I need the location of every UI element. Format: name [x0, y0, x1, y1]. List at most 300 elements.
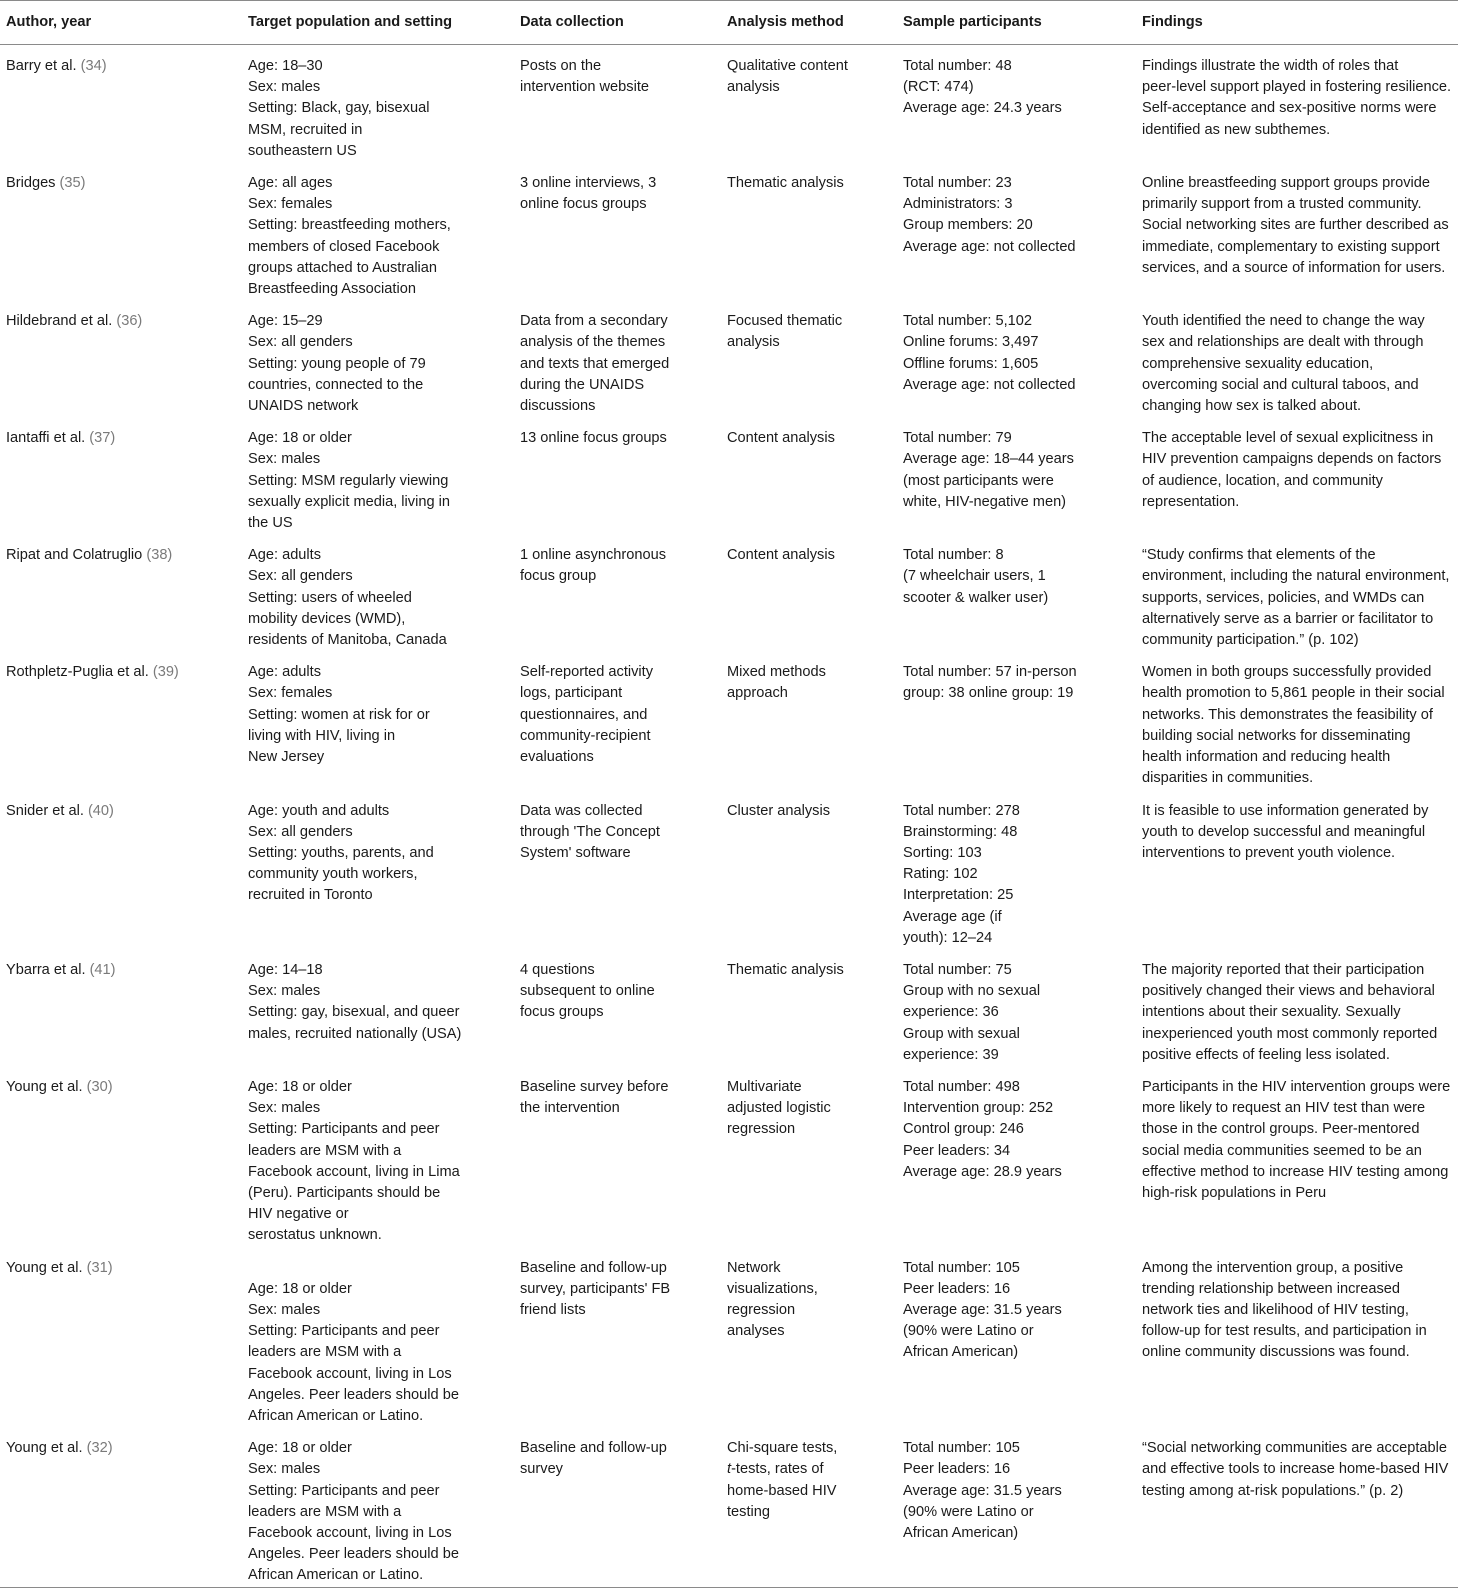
cell-sample-participants	[897, 1247, 1136, 1428]
cell-line: community-recipient	[520, 727, 651, 744]
cell-line: Multivariate	[727, 1078, 802, 1095]
cell-line: Online breastfeeding support groups provide	[1142, 175, 1431, 192]
cell-line: Cluster analysis	[727, 802, 831, 819]
cell-line: primarily support from a trusted community.	[1142, 196, 1422, 213]
cell-line: white, HIV-negative men)	[903, 493, 1067, 510]
cell-line: online community discussions was found.	[1142, 1344, 1410, 1361]
author-name: Ybarra et al.	[6, 961, 90, 978]
author-name: Barry et al.	[6, 58, 81, 74]
cell-findings	[1136, 45, 1458, 163]
cell-line: Facebook account, living in Los	[248, 1525, 452, 1541]
cell-line: logs, participant	[520, 685, 623, 702]
cell-line: “Study confirms that elements of the	[1142, 547, 1376, 564]
cell-line: health information and reducing health	[1142, 749, 1391, 766]
cell-line: The acceptable level of sexual explicitness in	[1142, 430, 1434, 447]
cell-population	[242, 1066, 514, 1247]
cell-line: more likely to request an HIV test than were	[1142, 1100, 1426, 1117]
cell-line: Sex: males	[248, 1461, 321, 1478]
cell-line: Age: all ages	[248, 175, 333, 192]
cell-population	[242, 1427, 514, 1587]
cell-line: HIV negative or	[248, 1206, 349, 1223]
cell-line: during the UNAIDS	[520, 376, 645, 393]
cell-line: Sex: females	[248, 685, 333, 702]
cell-line: Sex: males	[248, 79, 321, 96]
cell-data-collection	[514, 162, 721, 300]
cell-line: Total number: 23	[903, 175, 1012, 192]
cell-line: Average age: 31.5 years	[903, 1482, 1062, 1499]
cell-line: Self-acceptance and sex-positive norms were	[1142, 100, 1437, 117]
cell-line: building social networks for disseminating	[1142, 727, 1411, 744]
cell-line: 1 online asynchronous	[520, 547, 667, 564]
author-name: Iantaffi et al.	[6, 430, 90, 447]
cell-line: Total number: 278	[903, 802, 1020, 819]
cell-author-year	[0, 300, 242, 417]
cell-line: mobility devices (WMD),	[248, 610, 406, 627]
cell-line: (90% were Latino or	[903, 1323, 1034, 1340]
reference-link[interactable]: (31)	[86, 1259, 113, 1276]
cell-line: Average age: 18–44 years	[903, 451, 1074, 468]
cell-line: Setting: gay, bisexual, and queer	[248, 1004, 460, 1021]
cell-population	[242, 1247, 514, 1428]
cell-line: experience: 36	[903, 1004, 999, 1021]
cell-author-year	[0, 651, 242, 789]
cell-line: overcoming social and cultural taboos, and	[1142, 376, 1419, 393]
cell-line: Average age: not collected	[903, 376, 1076, 393]
cell-line: Age: 18 or older	[248, 1280, 352, 1297]
table-row	[0, 1247, 1458, 1428]
cell-line: Age: 15–29	[248, 313, 323, 330]
cell-line: inexperienced youth most commonly reported	[1142, 1025, 1438, 1042]
cell-line: It is feasible to use information generated by	[1142, 802, 1429, 819]
cell-line: focus groups	[520, 1004, 604, 1021]
cell-data-collection	[514, 790, 721, 949]
cell-line: Posts on the	[520, 58, 602, 74]
cell-line: Sex: all genders	[248, 334, 353, 351]
cell-population	[242, 162, 514, 300]
cell-line: (Peru). Participants should be	[248, 1184, 441, 1201]
cell-line: community participation.” (p. 102)	[1142, 632, 1359, 649]
cell-sample-participants	[897, 45, 1136, 163]
header-author-year: Author, year	[0, 1, 242, 45]
cell-line: Breastfeeding Association	[248, 281, 416, 298]
reference-link[interactable]: (41)	[89, 961, 116, 978]
cell-population	[242, 651, 514, 789]
cell-line: testing among at-risk populations.” (p. 2)	[1142, 1482, 1404, 1499]
cell-line: Age: 18 or older	[248, 1078, 352, 1095]
cell-sample-participants	[897, 949, 1136, 1066]
cell-line: t-tests, rates of	[727, 1461, 824, 1478]
cell-line: and texts that emerged	[520, 355, 670, 372]
cell-line: of audience, location, and community	[1142, 472, 1383, 489]
cell-line: evaluations	[520, 749, 594, 766]
table-row	[0, 949, 1458, 1066]
cell-line: members of closed Facebook	[248, 238, 440, 255]
cell-line: African American or Latino.	[248, 1407, 424, 1424]
cell-line: scooter & walker user)	[903, 589, 1049, 606]
cell-data-collection	[514, 1427, 721, 1587]
cell-line: through 'The Concept	[520, 823, 660, 840]
cell-line: Content analysis	[727, 430, 835, 447]
cell-line: positive effects of feeling less isolated.	[1142, 1046, 1390, 1063]
cell-line: high-risk populations in Peru	[1142, 1184, 1327, 1201]
cell-line: Average age: not collected	[903, 238, 1076, 255]
cell-line: online focus groups	[520, 196, 647, 213]
cell-data-collection	[514, 300, 721, 417]
cell-line: networks. This demonstrates the feasibility of	[1142, 706, 1433, 723]
cell-author-year	[0, 162, 242, 300]
cell-line: Age: 18 or older	[248, 430, 352, 447]
cell-line: Setting: young people of 79	[248, 355, 426, 372]
cell-population	[242, 534, 514, 651]
cell-line: youth to develop successful and meaningful	[1142, 823, 1426, 840]
cell-line: Control group: 246	[903, 1121, 1024, 1138]
cell-data-collection	[514, 534, 721, 651]
cell-line: positively changed their views and behavioral	[1142, 983, 1435, 1000]
cell-author-year	[0, 417, 242, 534]
author-name: Young et al.	[6, 1259, 87, 1276]
cell-findings	[1136, 300, 1458, 417]
cell-line: Age: adults	[248, 547, 322, 564]
cell-line: Average age: 24.3 years	[903, 100, 1062, 117]
cell-analysis-method	[721, 162, 897, 300]
cell-line: residents of Manitoba, Canada	[248, 632, 447, 649]
cell-line: Angeles. Peer leaders should be	[248, 1546, 459, 1563]
cell-findings	[1136, 417, 1458, 534]
cell-analysis-method	[721, 790, 897, 949]
cell-line: Setting: Participants and peer	[248, 1323, 440, 1340]
cell-line: follow-up for test results, and participation in	[1142, 1323, 1427, 1340]
cell-author-year	[0, 1427, 242, 1587]
cell-line: Rating: 102	[903, 866, 978, 883]
cell-population	[242, 300, 514, 417]
cell-line: Among the intervention group, a positive	[1142, 1259, 1404, 1276]
cell-data-collection	[514, 1066, 721, 1247]
header-target-population: Target population and setting	[242, 1, 514, 45]
cell-line: Sex: all genders	[248, 823, 353, 840]
cell-line	[248, 1258, 514, 1279]
table-row	[0, 417, 1458, 534]
cell-line: those in the control groups. Peer-mentored	[1142, 1121, 1420, 1138]
table-row	[0, 162, 1458, 300]
cell-line: New Jersey	[248, 749, 325, 766]
cell-line: Baseline and follow-up	[520, 1440, 667, 1457]
cell-line: comprehensive sexuality education,	[1142, 355, 1374, 372]
cell-analysis-method	[721, 949, 897, 1066]
cell-line: regression	[727, 1301, 796, 1318]
cell-findings	[1136, 534, 1458, 651]
cell-line: Sorting: 103	[903, 844, 982, 861]
cell-findings	[1136, 1066, 1458, 1247]
cell-line: Group with sexual	[903, 1025, 1020, 1042]
cell-author-year	[0, 534, 242, 651]
cell-line: Total number: 105	[903, 1440, 1020, 1457]
cell-line: Total number: 48	[903, 58, 1012, 74]
cell-line: Intervention group: 252	[903, 1100, 1054, 1117]
table-row	[0, 300, 1458, 417]
cell-line: Youth identified the need to change the way	[1142, 313, 1425, 330]
cell-line: Group with no sexual	[903, 983, 1041, 1000]
cell-line: Network	[727, 1259, 781, 1276]
cell-line: recruited in Toronto	[248, 887, 373, 904]
cell-line: network ties and likelihood of HIV testing,	[1142, 1301, 1409, 1318]
cell-line: Facebook account, living in Lima	[248, 1163, 460, 1180]
cell-line: Qualitative content	[727, 58, 848, 74]
cell-line: Total number: 498	[903, 1078, 1020, 1095]
table-row	[0, 1427, 1458, 1587]
cell-line: interventions to prevent youth violence.	[1142, 844, 1396, 861]
cell-line: serostatus unknown.	[248, 1227, 382, 1244]
cell-analysis-method	[721, 1066, 897, 1247]
cell-line: Total number: 5,102	[903, 313, 1032, 330]
cell-line: home-based HIV	[727, 1482, 837, 1499]
cell-line: disparities in communities.	[1142, 770, 1314, 787]
cell-line: 13 online focus groups	[520, 430, 667, 447]
cell-line: changing how sex is talked about.	[1142, 398, 1362, 415]
cell-line: effective method to increase HIV testing among	[1142, 1163, 1449, 1180]
cell-line: Total number: 75	[903, 961, 1012, 978]
cell-line: Sex: males	[248, 1301, 321, 1318]
cell-line: testing	[727, 1503, 770, 1520]
header-row	[0, 1, 1458, 45]
cell-line: Total number: 8	[903, 547, 1004, 564]
cell-line: Offline forums: 1,605	[903, 355, 1039, 372]
cell-line: Average age: 31.5 years	[903, 1301, 1062, 1318]
cell-line: Brainstorming: 48	[903, 823, 1018, 840]
cell-line: Peer leaders: 16	[903, 1280, 1011, 1297]
cell-line: Setting: breastfeeding mothers,	[248, 217, 451, 234]
cell-sample-participants	[897, 1427, 1136, 1587]
cell-line: males, recruited nationally (USA)	[248, 1025, 462, 1042]
cell-line: leaders are MSM with a	[248, 1142, 402, 1159]
cell-line: Thematic analysis	[727, 175, 844, 192]
cell-line: System' software	[520, 844, 631, 861]
cell-line: immediate, complementary to existing support	[1142, 238, 1440, 255]
cell-line: Social networking sites are further described as	[1142, 217, 1449, 234]
cell-analysis-method	[721, 534, 897, 651]
cell-line: Age: 18 or older	[248, 1440, 352, 1457]
header-findings: Findings	[1136, 1, 1458, 45]
cell-line: Self-reported activity	[520, 664, 654, 681]
cell-line: Group members: 20	[903, 217, 1033, 234]
cell-line: (7 wheelchair users, 1	[903, 568, 1046, 585]
cell-line: identified as new subthemes.	[1142, 121, 1331, 138]
cell-line: Average age (if	[903, 908, 1002, 925]
cell-line: (RCT: 474)	[903, 79, 974, 96]
cell-line: survey	[520, 1461, 563, 1478]
cell-line: services, and a source of information for users.	[1142, 259, 1446, 276]
cell-findings	[1136, 651, 1458, 789]
cell-line: Data was collected	[520, 802, 643, 819]
cell-analysis-method	[721, 651, 897, 789]
cell-line: Age: 18–30	[248, 58, 323, 74]
cell-line: alternatively serve as a barrier or facilitator to	[1142, 610, 1434, 627]
cell-line: Setting: Participants and peer	[248, 1121, 440, 1138]
cell-line: analysis	[727, 79, 780, 96]
cell-author-year	[0, 949, 242, 1066]
cell-population	[242, 45, 514, 163]
cell-line: community youth workers,	[248, 866, 418, 883]
cell-line: approach	[727, 685, 788, 702]
cell-line: the intervention	[520, 1100, 620, 1117]
cell-sample-participants	[897, 534, 1136, 651]
cell-line: Peer leaders: 16	[903, 1461, 1011, 1478]
cell-line: Online forums: 3,497	[903, 334, 1039, 351]
cell-line: questionnaires, and	[520, 706, 648, 723]
author-name: Hildebrand et al.	[6, 313, 117, 330]
author-name: Young et al.	[6, 1440, 87, 1457]
table-row	[0, 534, 1458, 651]
reference-link[interactable]: (40)	[87, 802, 114, 819]
cell-line: representation.	[1142, 493, 1240, 510]
cell-line: Chi-square tests,	[727, 1440, 838, 1457]
header-data-collection: Data collection	[514, 1, 721, 45]
cell-line: intervention website	[520, 79, 649, 96]
header-sample-participants: Sample participants	[897, 1, 1136, 45]
cell-line: subsequent to online	[520, 983, 655, 1000]
cell-line: African American)	[903, 1344, 1019, 1361]
cell-line: HIV prevention campaigns depends on factors	[1142, 451, 1442, 468]
cell-sample-participants	[897, 790, 1136, 949]
cell-data-collection	[514, 1247, 721, 1428]
table-row	[0, 1066, 1458, 1247]
cell-line: peer-level support played in fostering resilience.	[1142, 79, 1452, 96]
cell-line: Sex: females	[248, 196, 333, 213]
reference-link[interactable]: (37)	[89, 430, 116, 447]
author-name: Snider et al.	[6, 802, 88, 819]
author-name: Bridges	[6, 175, 60, 192]
reference-link[interactable]: (36)	[116, 313, 143, 330]
cell-analysis-method	[721, 45, 897, 163]
cell-line: Total number: 105	[903, 1259, 1020, 1276]
author-name: Ripat and Colatruglio	[6, 547, 147, 564]
cell-line: southeastern US	[248, 142, 357, 159]
cell-line: analyses	[727, 1323, 785, 1340]
cell-analysis-method	[721, 300, 897, 417]
cell-author-year	[0, 1247, 242, 1428]
cell-findings	[1136, 1427, 1458, 1587]
cell-line: leaders are MSM with a	[248, 1503, 402, 1520]
cell-line: Facebook account, living in Los	[248, 1365, 452, 1382]
cell-line: group: 38 online group: 19	[903, 685, 1074, 702]
cell-line: countries, connected to the	[248, 376, 424, 393]
cell-line: Content analysis	[727, 547, 835, 564]
cell-line: Total number: 79	[903, 430, 1012, 447]
cell-line: friend lists	[520, 1301, 586, 1318]
cell-sample-participants	[897, 1066, 1136, 1247]
cell-line: environment, including the natural environment,	[1142, 568, 1450, 585]
cell-line: Thematic analysis	[727, 961, 844, 978]
cell-line: analysis of the themes	[520, 334, 666, 351]
cell-line: Sex: males	[248, 1100, 321, 1117]
cell-line: Setting: Black, gay, bisexual	[248, 100, 430, 117]
reference-link[interactable]: (39)	[152, 664, 179, 681]
cell-line: visualizations,	[727, 1280, 818, 1297]
reference-link[interactable]: (34)	[80, 58, 107, 74]
cell-line: Findings illustrate the width of roles that	[1142, 58, 1399, 74]
cell-data-collection	[514, 949, 721, 1066]
cell-line: Average age: 28.9 years	[903, 1163, 1062, 1180]
cell-line: supports, services, policies, and WMDs can	[1142, 589, 1425, 606]
cell-line: The majority reported that their participation	[1142, 961, 1425, 978]
table-row	[0, 45, 1458, 163]
cell-line: Mixed methods	[727, 664, 826, 681]
cell-line: Setting: youths, parents, and	[248, 844, 434, 861]
cell-line: African American or Latino.	[248, 1567, 424, 1584]
cell-line: social media communities seemed to be an	[1142, 1142, 1422, 1159]
cell-line: Age: youth and adults	[248, 802, 390, 819]
cell-data-collection	[514, 417, 721, 534]
cell-line: Age: 14–18	[248, 961, 323, 978]
cell-line: (most participants were	[903, 472, 1054, 489]
cell-line: Baseline survey before	[520, 1078, 669, 1095]
cell-line: groups attached to Australian	[248, 259, 438, 276]
cell-analysis-method	[721, 417, 897, 534]
cell-data-collection	[514, 45, 721, 163]
cell-line: Setting: MSM regularly viewing	[248, 472, 449, 489]
cell-sample-participants	[897, 162, 1136, 300]
cell-line: Women in both groups successfully provided	[1142, 664, 1432, 681]
cell-line: survey, participants' FB	[520, 1280, 671, 1297]
cell-line: living with HIV, living in	[248, 727, 396, 744]
author-name: Young et al.	[6, 1078, 87, 1095]
cell-line: “Social networking communities are acceptable	[1142, 1440, 1447, 1457]
table-row	[0, 790, 1458, 949]
cell-data-collection	[514, 651, 721, 789]
reference-link[interactable]: (38)	[146, 547, 173, 564]
cell-line: Setting: users of wheeled	[248, 589, 412, 606]
cell-line: Baseline and follow-up	[520, 1259, 667, 1276]
cell-findings	[1136, 162, 1458, 300]
cell-population	[242, 949, 514, 1066]
cell-findings	[1136, 949, 1458, 1066]
cell-line: intentions about their sexuality. Sexually	[1142, 1004, 1401, 1021]
cell-line: sexually explicit media, living in	[248, 493, 450, 510]
cell-line: Setting: Participants and peer	[248, 1482, 440, 1499]
cell-line: Administrators: 3	[903, 196, 1013, 213]
cell-sample-participants	[897, 417, 1136, 534]
cell-line: Participants in the HIV intervention groups were	[1142, 1078, 1451, 1095]
author-name: Rothpletz-Puglia et al.	[6, 664, 153, 681]
cell-line: adjusted logistic	[727, 1100, 831, 1117]
cell-line: 4 questions	[520, 961, 595, 978]
cell-line: UNAIDS network	[248, 398, 359, 415]
cell-author-year	[0, 45, 242, 163]
cell-line: MSM, recruited in	[248, 121, 363, 138]
cell-line: Sex: males	[248, 983, 321, 1000]
header-analysis-method: Analysis method	[721, 1, 897, 45]
reference-link[interactable]: (35)	[59, 175, 86, 192]
cell-findings	[1136, 1247, 1458, 1428]
cell-population	[242, 790, 514, 949]
cell-line: 3 online interviews, 3	[520, 175, 657, 192]
table-row	[0, 651, 1458, 789]
cell-line: Data from a secondary	[520, 313, 668, 330]
cell-line: analysis	[727, 334, 780, 351]
cell-line: Sex: males	[248, 451, 321, 468]
cell-line: youth): 12–24	[903, 929, 993, 946]
cell-sample-participants	[897, 651, 1136, 789]
cell-line: Sex: all genders	[248, 568, 353, 585]
cell-sample-participants	[897, 300, 1136, 417]
reference-link[interactable]: (30)	[86, 1078, 113, 1095]
cell-line: Interpretation: 25	[903, 887, 1014, 904]
cell-analysis-method	[721, 1247, 897, 1428]
cell-line: trending relationship between increased	[1142, 1280, 1400, 1297]
reference-link[interactable]: (32)	[86, 1440, 113, 1457]
cell-line: health promotion to 5,861 people in their social	[1142, 685, 1445, 702]
cell-line: regression	[727, 1121, 796, 1138]
cell-line: African American)	[903, 1525, 1019, 1541]
